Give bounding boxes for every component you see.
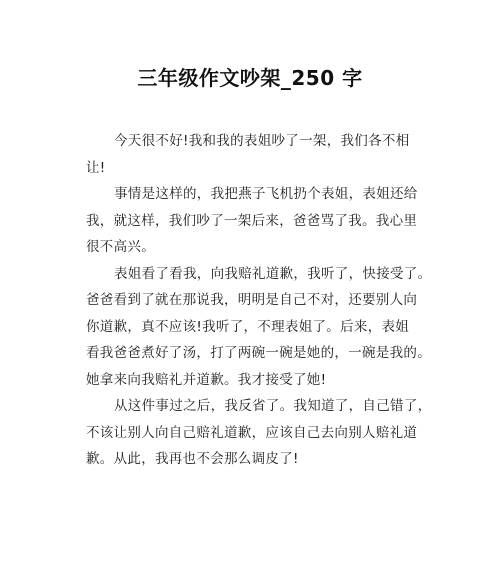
text-line: 让! bbox=[86, 159, 106, 176]
document-title: 三年级作文吵架_250 字 bbox=[137, 66, 363, 90]
text-line: 从这件事过之后，我反省了。我知道了，自己错了， bbox=[114, 398, 432, 414]
text-line: 很不高兴。 bbox=[86, 239, 155, 255]
text-line: 歉。从此，我再也不会那么调皮了! bbox=[86, 451, 299, 467]
document-body bbox=[86, 128, 432, 473]
text-line: 我，就这样，我们吵了一架后来，爸爸骂了我。我心里 bbox=[86, 212, 418, 229]
text-line: 她拿来向我赔礼并道歉。我才接受了她! bbox=[86, 371, 327, 388]
text-line: 事情是这样的，我把燕子飞机扔个表姐，表姐还给 bbox=[114, 186, 418, 202]
text-line: 今天很不好!我和我的表姐吵了一架，我们各不相 bbox=[114, 133, 410, 149]
text-line: 爸爸看到了就在那说我，明明是自己不对，还要别人向 bbox=[86, 292, 418, 308]
text-line: 看我爸爸煮好了汤，打了两碗一碗是她的，一碗是我的。 bbox=[86, 345, 431, 361]
text-line: 不该让别人向自己赔礼道歉，应该自己去向别人赔礼道 bbox=[86, 424, 418, 441]
text-line: 你道歉，真不应该!我听了，不理表姐了。后来，表姐 bbox=[86, 318, 410, 335]
text-line: 表姐看了看我，向我赔礼道歉，我听了，快接受了。 bbox=[114, 265, 432, 282]
